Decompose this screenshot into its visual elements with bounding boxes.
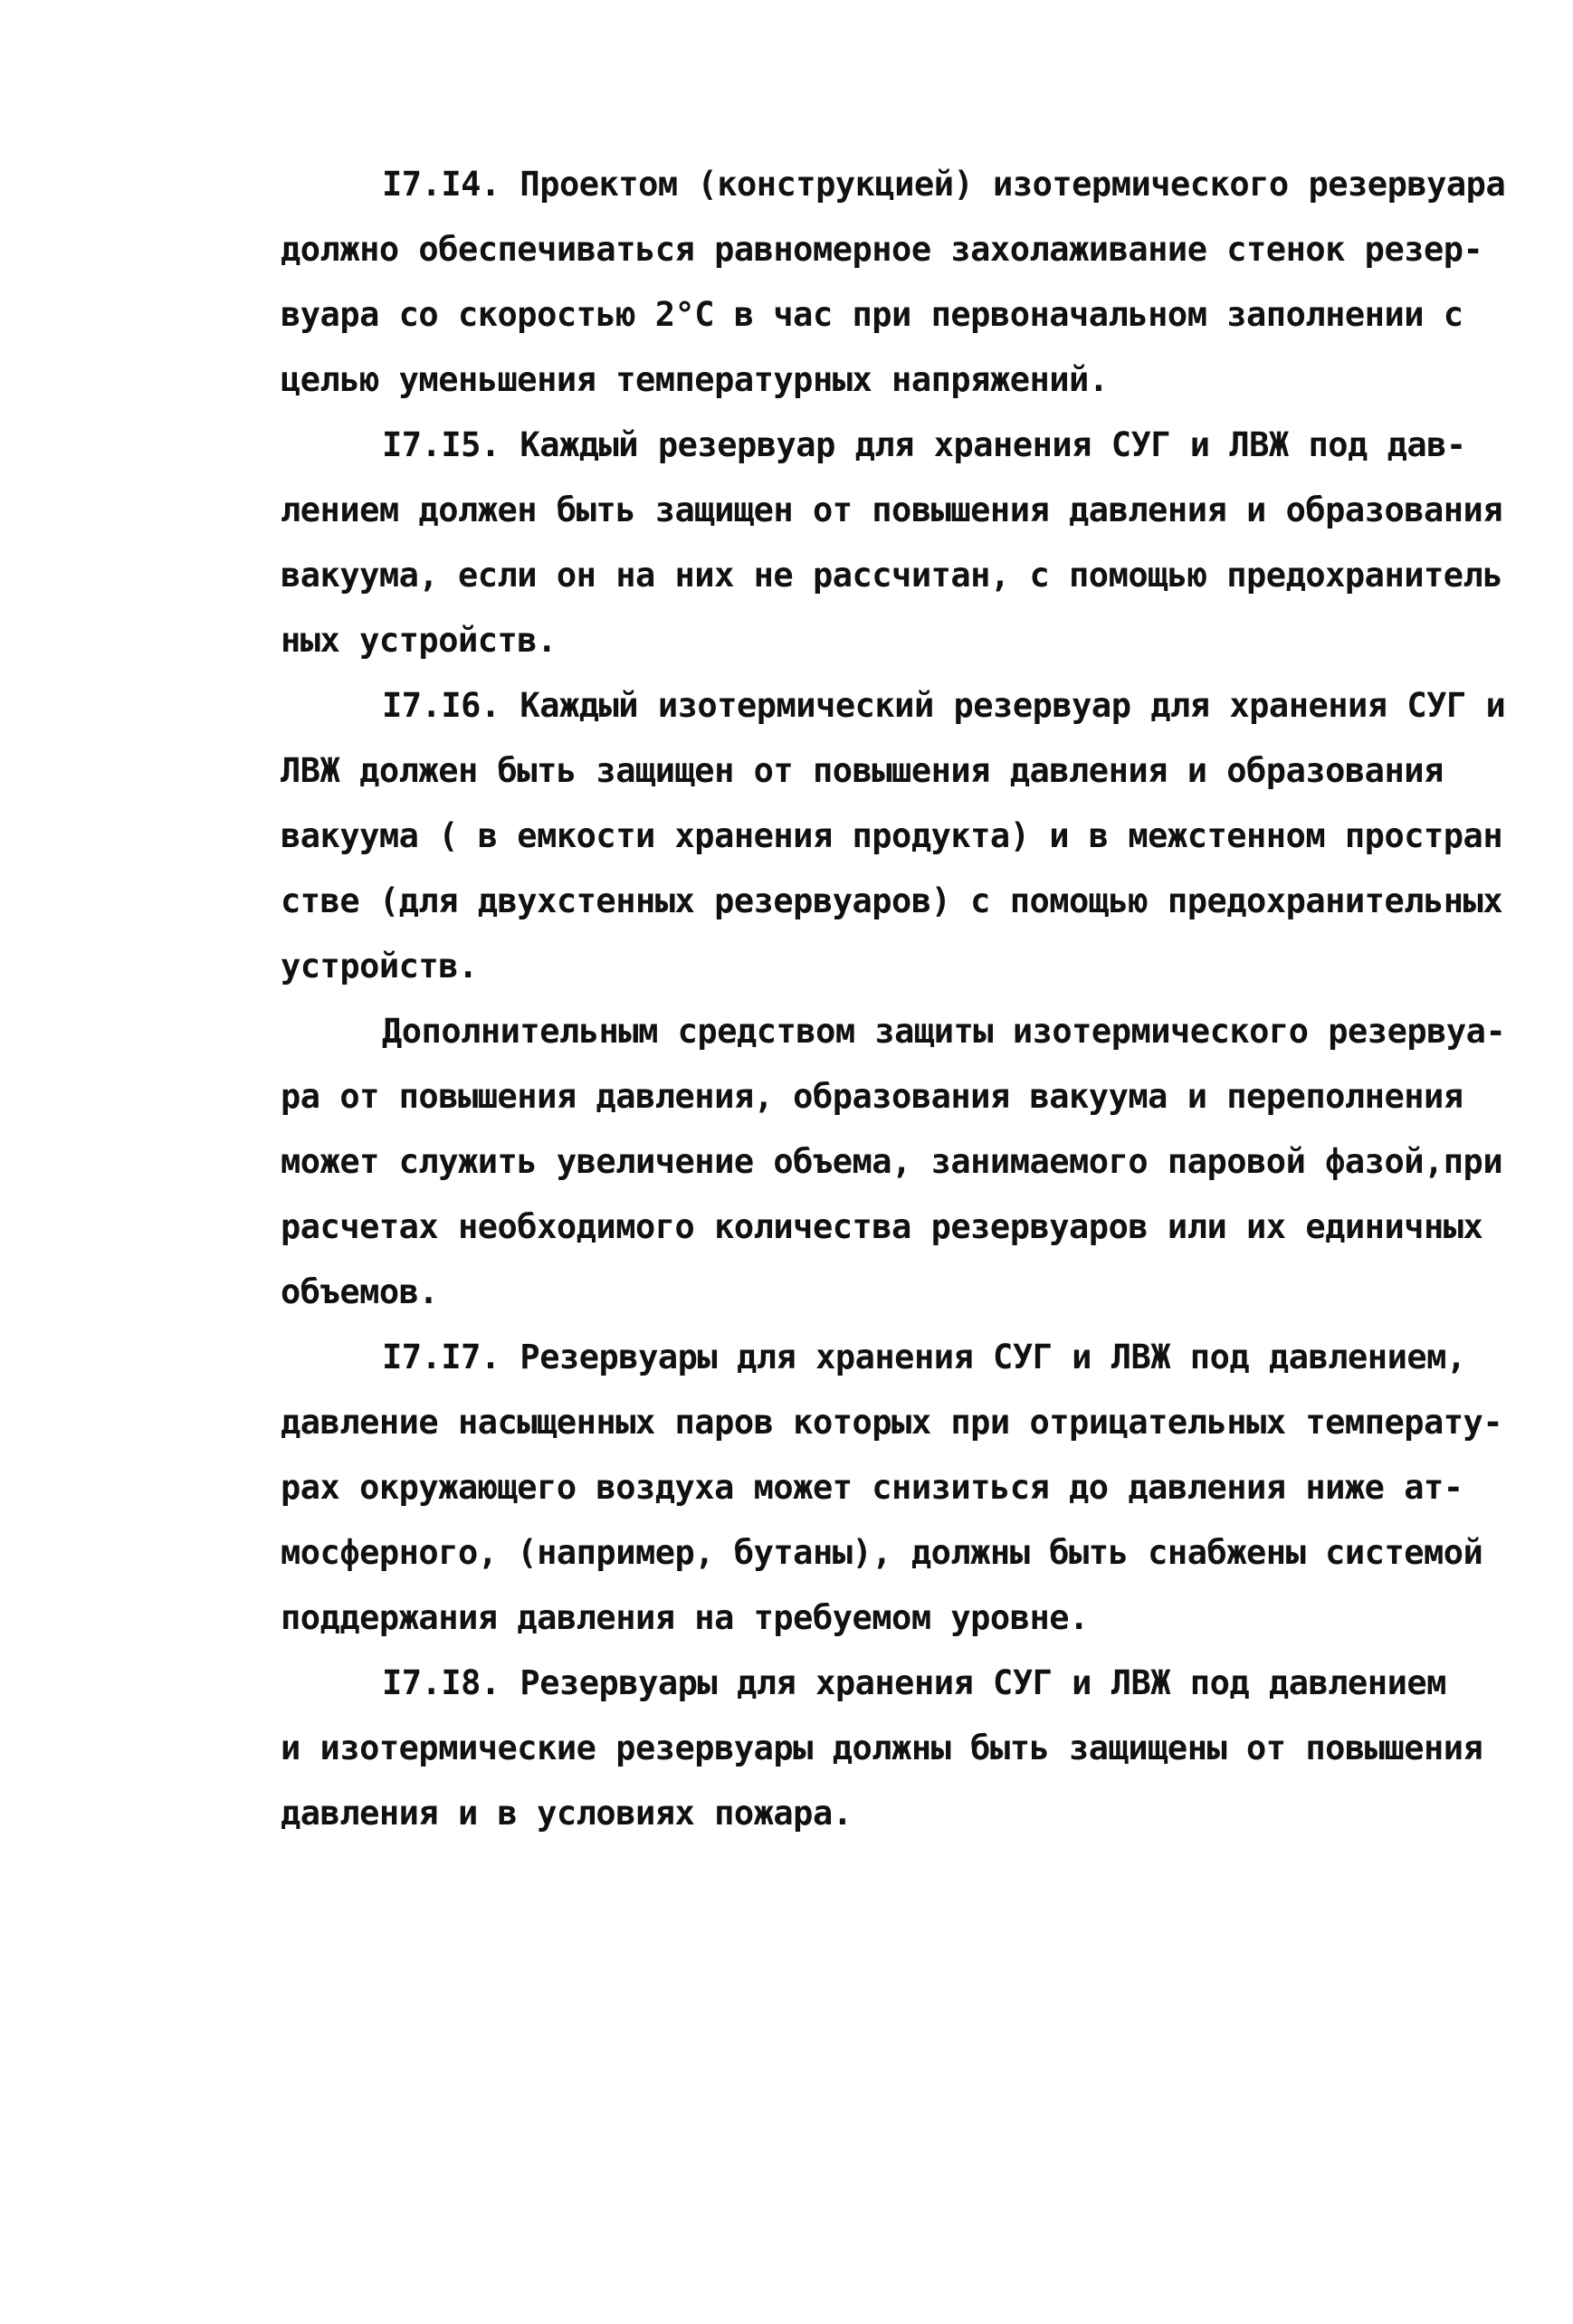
section-17-16-line-2: ЛВЖ должен быть защищен от повышения давления и образования [281, 751, 1444, 790]
section-17-16-line-3: вакуума ( в емкости хранения продукта) и в межстенном простран [281, 816, 1503, 855]
section-17-14-line-3: вуара со скоростью 2°С в час при первоначальном заполнении с [281, 295, 1463, 334]
additional-protection-line-3: может служить увеличение объема, занимаемого паровой фазой,при [281, 1142, 1503, 1181]
section-17-17-line-2: давление насыщенных паров которых при отрицательных температу- [281, 1403, 1503, 1442]
document-body [281, 152, 1521, 1846]
section-17-17-line-4: мосферного, (например, бутаны), должны быть снабжены системой [281, 1533, 1483, 1572]
section-17-15-line-3: вакуума, если он на них не рассчитан, с помощью предохранитель [281, 556, 1503, 595]
section-17-14-line-4: целью уменьшения температурных напряжений. [281, 360, 1109, 399]
section-17-17-line-3: рах окружающего воздуха может снизиться до давления ниже ат- [281, 1468, 1463, 1507]
section-17-18-line-1: I7.I8. Резервуары для хранения СУГ и ЛВЖ под давлением [382, 1663, 1446, 1702]
additional-protection-line-2: ра от повышения давления, образования вакуума и переполнения [281, 1077, 1463, 1116]
section-17-15-line-4: ных устройств. [281, 621, 557, 660]
additional-protection-line-4: расчетах необходимого количества резервуаров или их единичных [281, 1207, 1483, 1246]
section-17-18-line-3: давления и в условиях пожара. [281, 1794, 853, 1833]
section-17-17-line-5: поддержания давления на требуемом уровне. [281, 1598, 1089, 1637]
section-17-18-line-2: и изотермические резервуары должны быть защищены от повышения [281, 1729, 1483, 1767]
section-17-17-line-1: I7.I7. Резервуары для хранения СУГ и ЛВЖ под давлением, [382, 1338, 1466, 1376]
section-17-16-line-5: устройств. [281, 947, 478, 986]
additional-protection-line-1: Дополнительным средством защиты изотермического резервуа- [382, 1012, 1506, 1051]
section-17-15-line-2: лением должен быть защищен от повышения давления и образования [281, 491, 1503, 529]
additional-protection-line-5: объемов. [281, 1272, 439, 1311]
section-17-16-line-1: I7.I6. Каждый изотермический резервуар для хранения СУГ и [382, 686, 1506, 725]
section-17-14-line-2: должно обеспечиваться равномерное захолаживание стенок резер- [281, 230, 1483, 269]
section-17-15-line-1: I7.I5. Каждый резервуар для хранения СУГ и ЛВЖ под дав- [382, 425, 1466, 464]
section-17-16-line-4: стве (для двухстенных резервуаров) с помощью предохранительных [281, 881, 1503, 920]
section-17-14-line-1: I7.I4. Проектом (конструкцией) изотермического резервуара [382, 165, 1506, 204]
